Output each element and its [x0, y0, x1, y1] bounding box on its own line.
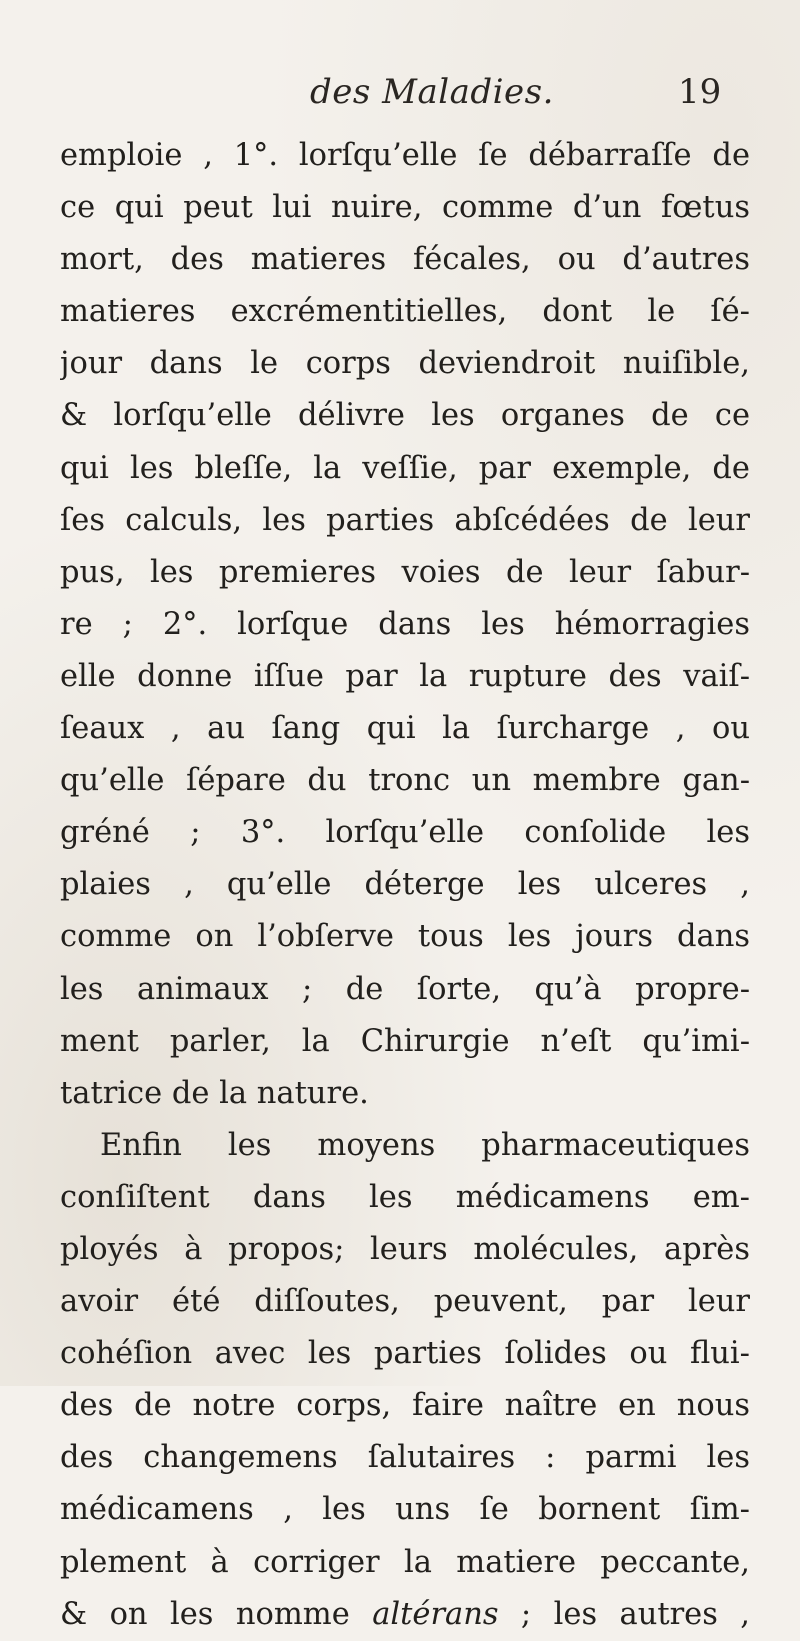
text-line: plement à corriger la matiere peccante, — [60, 1544, 750, 1580]
body-text — [60, 130, 750, 1641]
text-line: cohéſion avec les parties ſolides ou flui- — [60, 1336, 750, 1372]
text-line: tatrice de la nature. — [60, 1075, 369, 1111]
page-header — [0, 72, 800, 122]
text-line: jour dans le corps deviendroit nuiſible, — [60, 346, 750, 382]
running-title: des Maladies. — [310, 72, 554, 112]
text-line: conſiſtent dans les médicamens em- — [60, 1179, 750, 1215]
text-line: ment parler, la Chirurgie n’eſt qu’imi- — [60, 1023, 750, 1059]
final-line-end: ; les autres , — [498, 1596, 750, 1632]
text-line: des de notre corps, faire naître en nous — [60, 1388, 750, 1424]
text-line: emploie , 1°. lorſqu’elle ſe débarraſſe de — [60, 138, 750, 173]
text-line: médicamens , les uns ſe bornent ſim- — [60, 1492, 750, 1528]
text-line: matieres excrémentitielles, dont le ſé- — [60, 294, 750, 330]
final-text-line — [60, 1589, 750, 1641]
text-line: & lorſqu’elle délivre les organes de ce — [60, 398, 750, 434]
text-line: mort, des matieres fécales, ou d’autres — [60, 242, 750, 278]
text-line: ſes calculs, les parties abſcédées de leur — [60, 502, 750, 538]
text-line: re ; 2°. lorſque dans les hémorragies — [60, 606, 750, 642]
text-line: qui les bleſſe, la veſſie, par exemple, de — [60, 450, 750, 486]
text-line: gréné ; 3°. lorſqu’elle conſolide les — [60, 815, 750, 851]
text-line: avoir été diſſoutes, peuvent, par leur — [60, 1284, 750, 1320]
text-line: pus, les premieres voies de leur ſabur- — [60, 554, 750, 590]
italic-term: altérans — [372, 1596, 499, 1632]
page-number: 19 — [678, 72, 722, 112]
text-line: comme on l’obſerve tous les jours dans — [60, 919, 750, 955]
text-line: ce qui peut lui nuire, comme d’un fœtus — [60, 190, 750, 226]
text-line: des changemens ſalutaires : parmi les — [60, 1440, 750, 1476]
text-line: ſeaux , au ſang qui la ſurcharge , ou — [60, 711, 750, 747]
text-line: les animaux ; de ſorte, qu’à propre- — [60, 971, 750, 1007]
text-line: ployés à propos; leurs molécules, après — [60, 1231, 750, 1267]
paragraph-start-line: Enfin les moyens pharmaceutiques — [100, 1127, 750, 1163]
final-line-start: & on les nomme — [60, 1596, 373, 1632]
text-line: plaies , qu’elle déterge les ulceres , — [60, 867, 750, 903]
text-line: elle donne iſſue par la rupture des vaiſ- — [60, 658, 750, 694]
text-line: qu’elle ſépare du tronc un membre gan- — [60, 763, 750, 799]
